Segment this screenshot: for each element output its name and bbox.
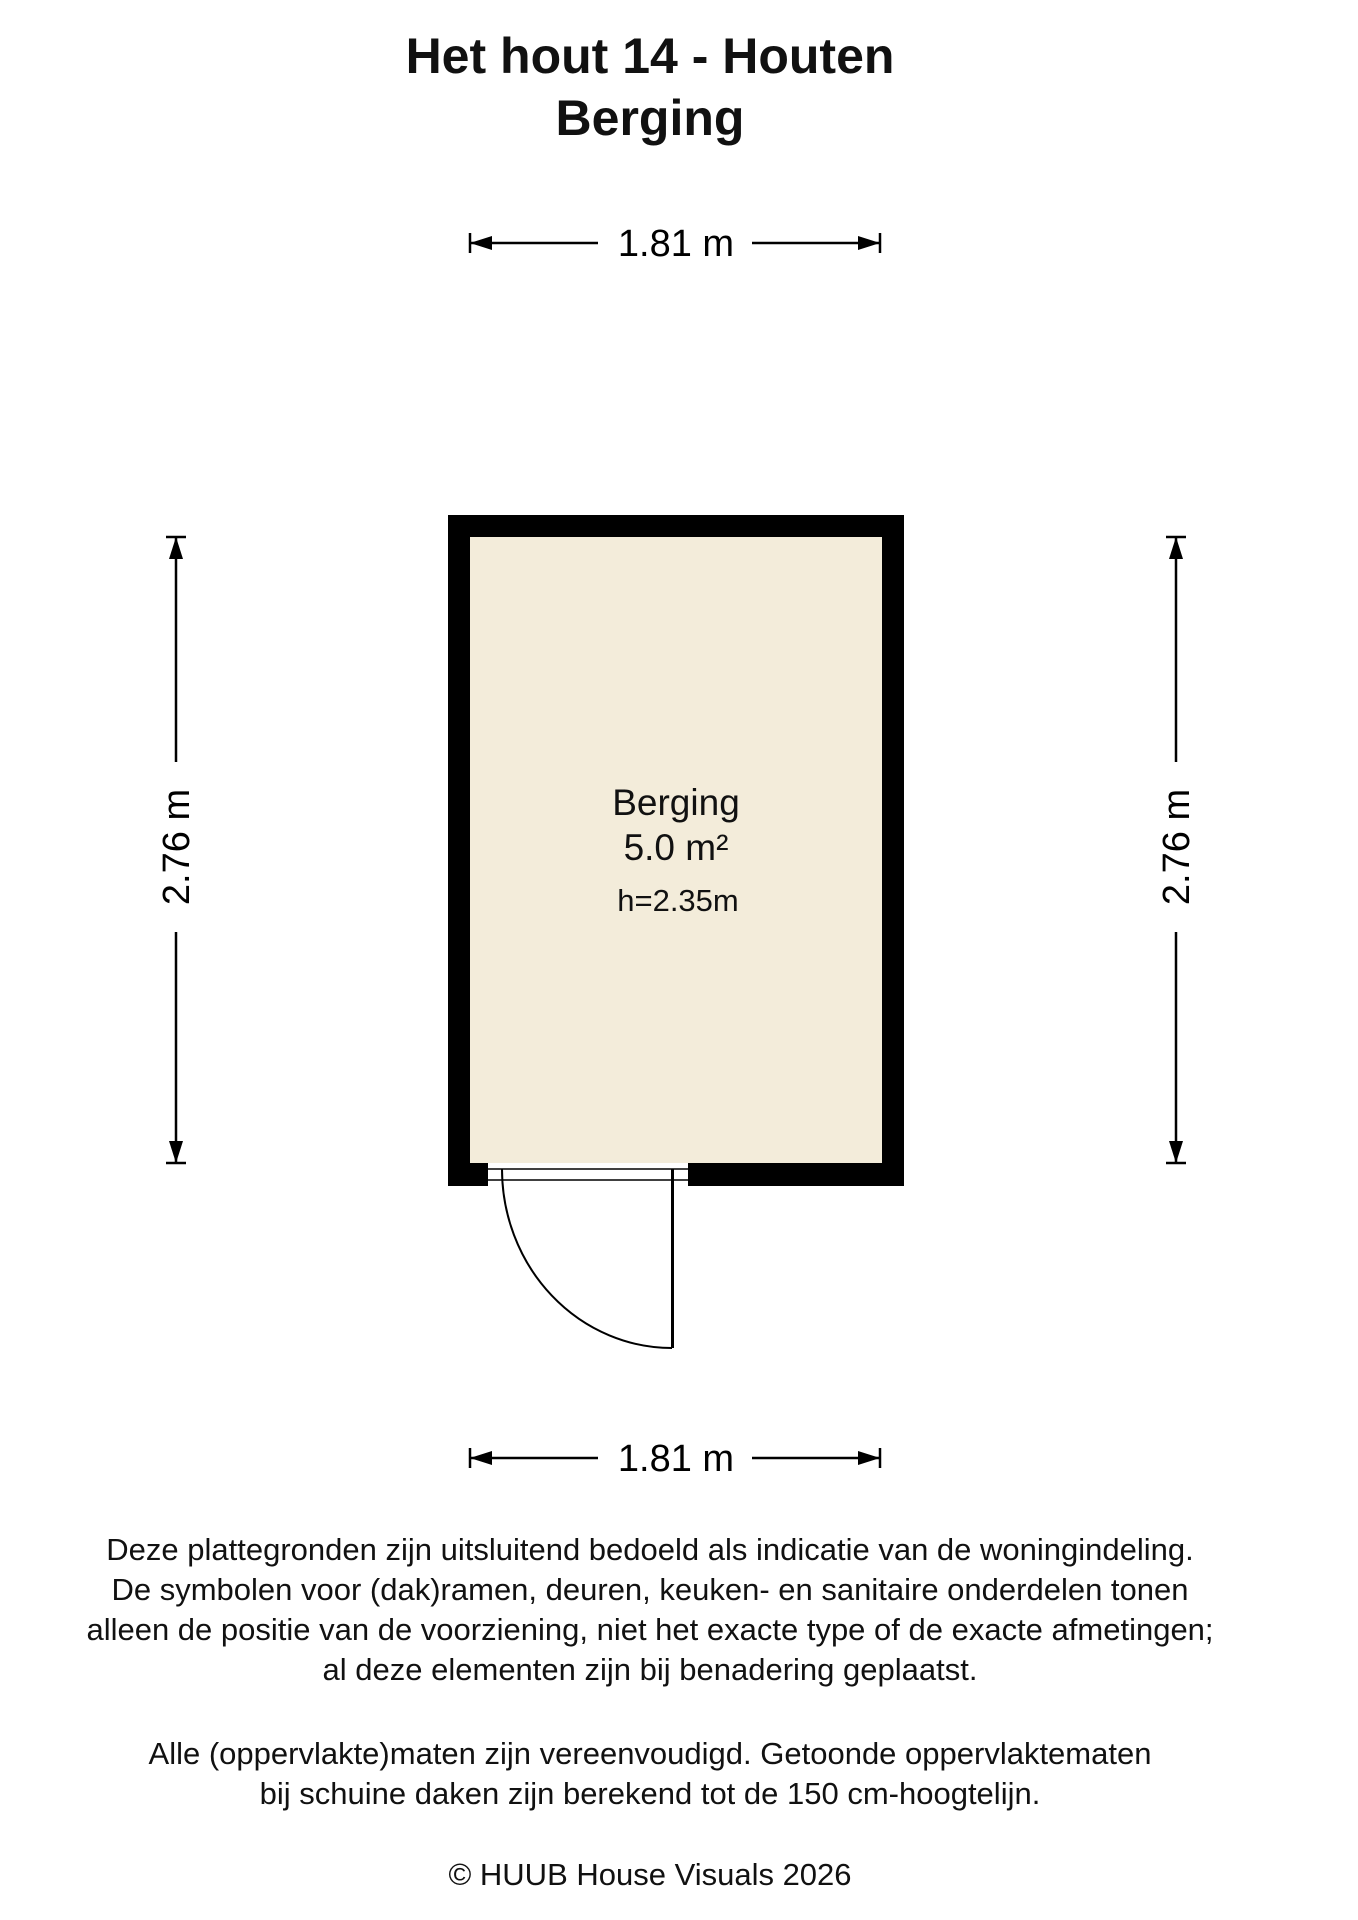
dimension-left: [156, 537, 198, 1163]
door-leaf: [671, 1169, 674, 1348]
dimension-top-label: 1.81 m: [617, 223, 735, 265]
disclaimer-line: bij schuine daken zijn berekend tot de 150 cm-hoogtelijn.: [259, 1776, 1041, 1811]
page-subtitle: Berging: [555, 90, 745, 146]
room-name: Berging: [612, 782, 740, 823]
dimension-top: [470, 223, 880, 265]
dimension-right-label: 2.76 m: [1156, 788, 1198, 906]
disclaimer-paragraph-2: [0, 1734, 1300, 1814]
disclaimer-line: alleen de positie van de voorziening, niet het exacte type of de exacte afmetingen;: [86, 1612, 1214, 1647]
disclaimer-line: De symbolen voor (dak)ramen, deuren, keuken- en sanitaire onderdelen tonen: [111, 1572, 1189, 1607]
dimension-right: [1156, 537, 1198, 1163]
disclaimer-line: Alle (oppervlakte)maten zijn vereenvoudigd. Getoonde oppervlaktematen: [148, 1736, 1152, 1771]
room-height: h=2.35m: [617, 883, 739, 918]
dimension-left-label: 2.76 m: [156, 788, 198, 906]
copyright-notice: © HUUB House Visuals 2026: [448, 1857, 852, 1892]
dimension-bottom: [470, 1438, 880, 1480]
door-opening: [487, 1163, 689, 1186]
page-title: Het hout 14 - Houten: [405, 28, 895, 84]
door-swing-arc: [502, 1169, 672, 1348]
room-berging: [448, 515, 904, 1348]
dimension-bottom-label: 1.81 m: [617, 1438, 735, 1480]
disclaimer-line: al deze elementen zijn bij benadering geplaatst.: [322, 1652, 978, 1687]
disclaimer-line: Deze plattegronden zijn uitsluitend bedoeld als indicatie van de woningindeling.: [106, 1532, 1194, 1567]
room-area: 5.0 m²: [623, 827, 729, 868]
disclaimer-paragraph-1: [0, 1530, 1300, 1690]
